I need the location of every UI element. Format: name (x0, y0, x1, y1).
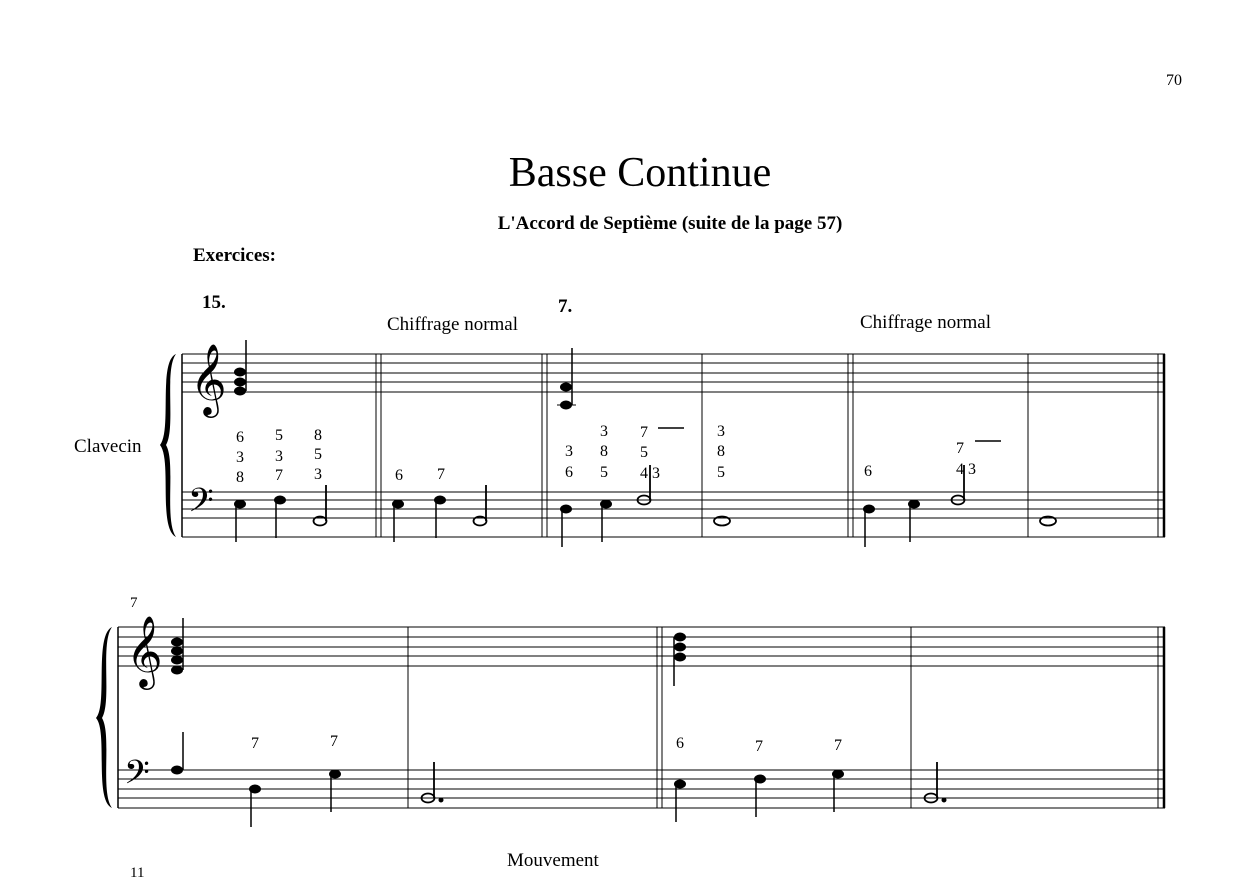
system2-bass-staff (118, 770, 1165, 808)
chiffrage-label-a: Chiffrage normal (387, 314, 519, 335)
chiffrage-label-b: Chiffrage normal (860, 312, 992, 333)
svg-text:4 3: 4 3 (640, 465, 660, 482)
system1-treble-staff (182, 354, 1165, 392)
svg-text:4 3: 4 3 (956, 461, 976, 478)
measure-number-11: 11 (130, 865, 145, 877)
svg-text:7: 7 (956, 440, 964, 457)
section-label: Exercices: (193, 245, 276, 266)
svg-text:6: 6 (864, 463, 872, 480)
svg-text:3: 3 (717, 423, 725, 440)
svg-text:5: 5 (600, 464, 608, 481)
svg-text:3: 3 (275, 448, 283, 465)
system2-figures (251, 733, 842, 755)
exercise-number-7: 7. (558, 296, 573, 317)
treble-clef-icon: 𝄞 (190, 342, 227, 415)
svg-text:3: 3 (600, 423, 608, 440)
system1-figures (236, 423, 976, 486)
system2-brace (96, 627, 112, 808)
svg-text:7: 7 (275, 467, 283, 484)
svg-text:8: 8 (314, 427, 322, 444)
svg-text:6: 6 (236, 429, 244, 446)
page-number: 70 (1166, 72, 1182, 89)
svg-text:6: 6 (565, 464, 573, 481)
instrument-label: Clavecin (74, 436, 142, 457)
svg-text:5: 5 (314, 446, 322, 463)
system1-barlines (376, 354, 1164, 537)
treble-clef-icon: 𝄞 (126, 614, 163, 687)
system2-treble-staff (118, 627, 1165, 666)
svg-text:6: 6 (676, 735, 684, 752)
svg-text:7: 7 (251, 735, 259, 752)
system1-brace (160, 354, 176, 537)
exercise-number-15: 15. (202, 292, 226, 313)
svg-text:5: 5 (717, 464, 725, 481)
svg-text:7: 7 (640, 424, 648, 441)
system1-bass-staff (182, 492, 1165, 537)
system2-treble-notes (171, 618, 686, 686)
measure-number-7: 7 (130, 595, 138, 611)
svg-text:7: 7 (755, 738, 763, 755)
svg-text:8: 8 (600, 443, 608, 460)
svg-text:3: 3 (314, 466, 322, 483)
svg-text:5: 5 (640, 444, 648, 461)
svg-text:7: 7 (330, 733, 338, 750)
bass-clef-icon: 𝄢 (188, 482, 214, 528)
svg-text:7: 7 (834, 737, 842, 754)
page-subtitle: L'Accord de Septième (suite de la page 57) (497, 213, 843, 234)
bass-clef-icon: 𝄢 (124, 754, 150, 800)
svg-text:6: 6 (395, 467, 403, 484)
mouvement-label: Mouvement (507, 850, 599, 871)
svg-text:3: 3 (565, 443, 573, 460)
svg-text:8: 8 (236, 469, 244, 486)
svg-text:7: 7 (437, 466, 445, 483)
svg-text:3: 3 (236, 449, 244, 466)
svg-text:8: 8 (717, 443, 725, 460)
system2-barlines (408, 627, 1164, 808)
page-title: Basse Continue (508, 150, 772, 196)
system1-treble-notes (234, 340, 576, 410)
svg-text:5: 5 (275, 427, 283, 444)
